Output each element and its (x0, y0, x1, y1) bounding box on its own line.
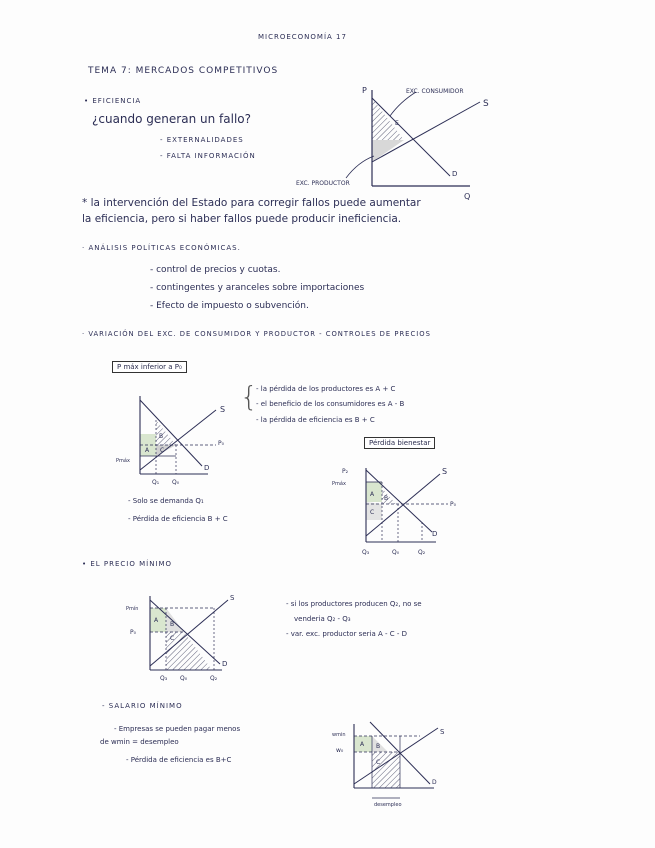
min-a-label: A (154, 617, 159, 624)
efficiency-question: ¿cuando generan un fallo? (92, 112, 251, 126)
min-price-graph (122, 590, 252, 690)
q-label: Q (464, 192, 471, 201)
max-p0-label: P₀ (218, 440, 225, 447)
area-c (156, 445, 176, 456)
welfare-b-label: B (384, 495, 389, 502)
welfare-graph (332, 460, 466, 560)
welfare-p2-label: P₂ (342, 468, 349, 475)
note-line-1: * la intervención del Estado para corregir fallos puede aumentar (82, 197, 421, 209)
min-wage-note-3: - Pérdida de eficiencia es B+C (126, 756, 232, 764)
welfare-q0-label: Q₀ (392, 549, 400, 556)
min-note-3: - var. exc. productor seria A - C - D (286, 630, 407, 638)
brace: { (240, 380, 258, 413)
min-q0-label: Q₀ (180, 675, 188, 682)
max-bullet-2: - Pérdida de eficiencia B + C (128, 515, 228, 523)
max-note-1: - la pérdida de los productores es A + C (256, 385, 396, 393)
wage-w0-label: w₀ (336, 747, 344, 754)
topic-title: TEMA 7: MERCADOS COMPETITIVOS (88, 66, 279, 76)
min-pmin-label: Pmín (126, 606, 139, 612)
wage-s-label: S (440, 728, 445, 736)
welfare-a-label: A (370, 491, 375, 498)
min-q2-label: Q₂ (210, 675, 218, 682)
min-wage-note-1: - Empresas se pueden pagar menos (114, 725, 241, 733)
welfare-p0-label: P₀ (450, 501, 457, 508)
wage-c-label: C (376, 759, 381, 766)
max-price-graph (116, 390, 236, 490)
producer-surplus-area (372, 140, 404, 162)
page-header: MICROECONOMÍA 17 (258, 33, 347, 41)
welfare-q3-label: Q₃ (362, 549, 370, 556)
max-d-label: D (204, 464, 210, 472)
e-label: E (395, 120, 399, 127)
max-q1-label: Q₁ (152, 479, 160, 486)
welfare-q2-label: Q₂ (418, 549, 426, 556)
max-b-label: B (159, 433, 164, 440)
p-label: P (362, 86, 367, 95)
min-d-label: D (222, 660, 228, 668)
efficiency-item-information: - FALTA INFORMACIÓN (160, 152, 256, 160)
max-pmax-label: Pmáx (116, 458, 130, 464)
min-p0-label: P₀ (130, 629, 137, 636)
consumer-surplus-label: EXC. CONSUMIDOR (406, 88, 464, 95)
min-wage-note-2: de wmin = desempleo (100, 738, 179, 746)
max-c-label: C (160, 447, 165, 454)
min-wage-heading: - SALARIO MÍNIMO (102, 702, 183, 710)
min-note-1: - si los productores producen Q₂, no se (286, 600, 422, 608)
efficiency-item-externalities: - EXTERNALIDADES (160, 136, 244, 144)
min-area-c (166, 632, 184, 670)
s-label: S (483, 99, 489, 109)
d-label: D (452, 170, 458, 178)
max-note-3: - la pérdida de eficiencia es B + C (256, 416, 375, 424)
welfare-d-label: D (432, 530, 438, 538)
wage-b-label: B (376, 743, 381, 750)
max-a-label: A (145, 447, 150, 454)
welfare-box: Pérdida bienestar (364, 437, 435, 449)
wage-wmin-label: wmin (332, 732, 346, 738)
wage-d-label: D (432, 779, 437, 786)
max-price-box: P máx inferior a P₀ (112, 361, 187, 373)
min-wage-graph (330, 718, 460, 818)
wage-unemployment-label: desempleo (374, 802, 402, 808)
welfare-s-label: S (442, 467, 448, 476)
arrow-producer (346, 156, 374, 178)
welfare-pmax-label: Pmáx (332, 481, 346, 487)
min-price-heading: • EL PRECIO MÍNIMO (82, 560, 173, 568)
max-note-2: - el beneficio de los consumidores es A - B (256, 400, 405, 408)
welfare-c-label: C (370, 509, 375, 516)
policy-heading: · ANÁLISIS POLÍTICAS ECONÓMICAS. (82, 244, 241, 252)
min-area-d (184, 632, 212, 670)
max-q0-label: Q₀ (172, 479, 180, 486)
min-s-label: S (230, 594, 235, 602)
policy-item-contingents: - contingentes y aranceles sobre importaciones (150, 283, 365, 293)
wage-a-label: A (360, 741, 365, 748)
policy-item-tax: - Efecto de impuesto o subvención. (150, 301, 309, 311)
min-c-label: C (170, 635, 175, 642)
producer-surplus-label: EXC. PRODUCTOR (296, 180, 350, 187)
surplus-graph (296, 80, 520, 201)
wage-area-c (372, 752, 400, 788)
variation-heading: · VARIACIÓN DEL EXC. DE CONSUMIDOR Y PRODUCTOR - CONTROLES DE PRECIOS (82, 330, 431, 338)
min-note-2: venderia Q₂ - Q₃ (294, 615, 351, 623)
min-b-label: B (170, 621, 175, 628)
efficiency-heading: • EFICIENCIA (84, 97, 142, 105)
max-s-label: S (220, 405, 226, 414)
min-q3-label: Q₃ (160, 675, 168, 682)
max-bullet-1: - Solo se demanda Q₁ (128, 497, 204, 505)
note-line-2: la eficiencia, pero si haber fallos puede producir ineficiencia. (82, 213, 402, 225)
arrow-consumer (390, 92, 416, 116)
consumer-surplus-area (372, 98, 404, 140)
policy-item-price-controls: - control de precios y cuotas. (150, 265, 281, 275)
